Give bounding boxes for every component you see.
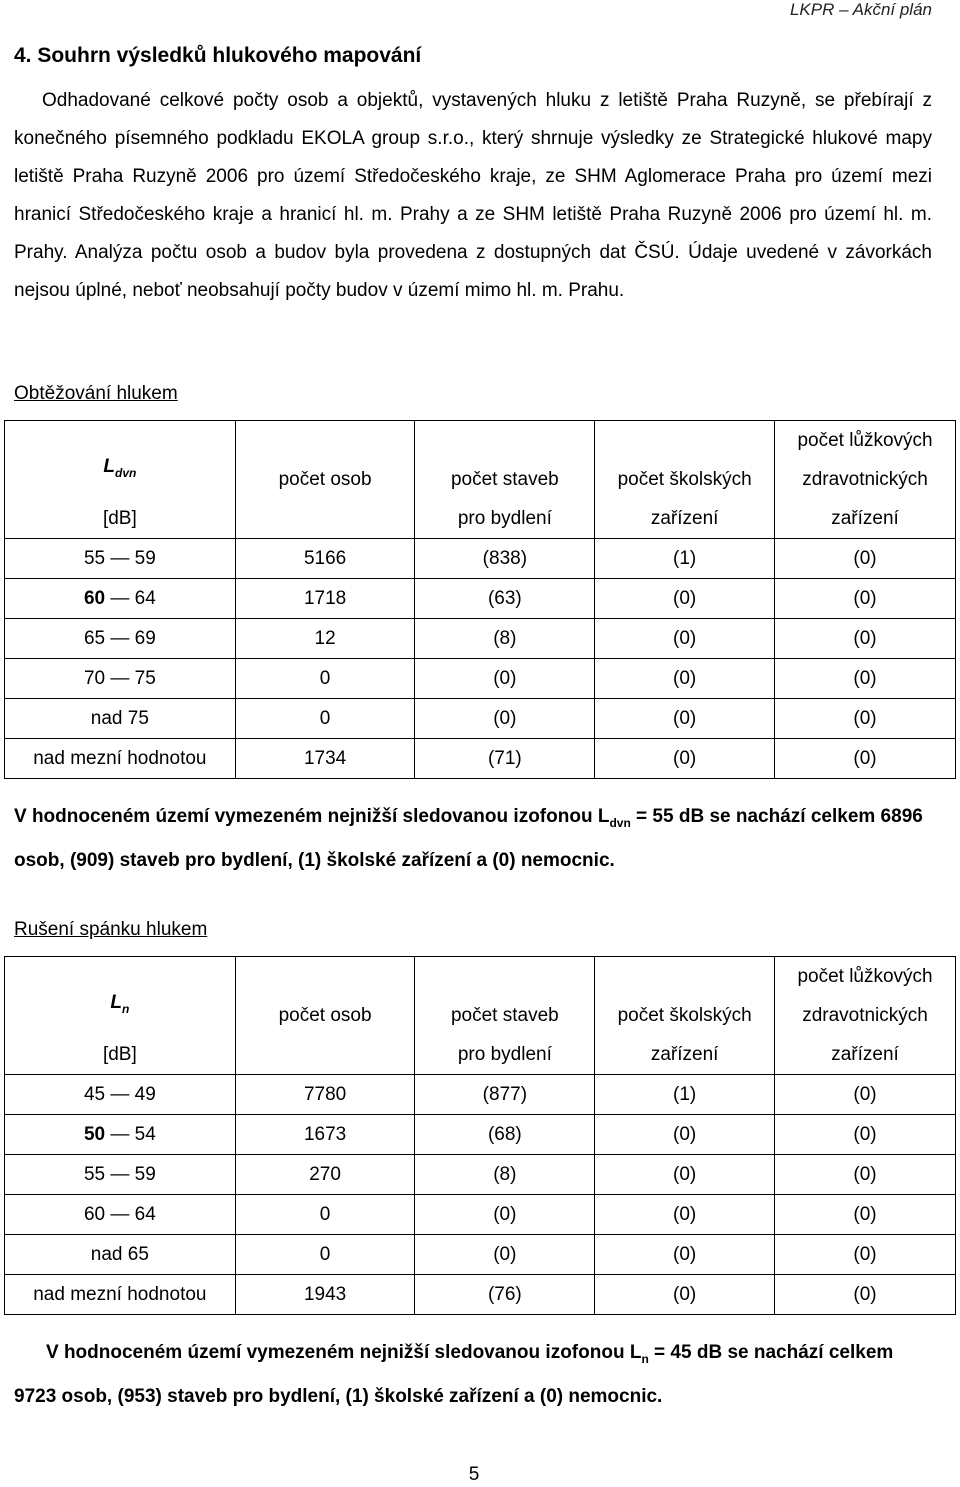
persons-cell: 1718 [235,579,415,619]
table-row [5,619,956,659]
buildings-cell: (0) [415,659,595,699]
schools-cell: (0) [595,579,775,619]
variable-subscript: n [121,1001,130,1016]
buildings-cell: (76) [415,1275,595,1315]
table-row [5,1115,956,1155]
schools-cell: (0) [595,1155,775,1195]
buildings-cell: (0) [415,1195,595,1235]
buildings-cell: (63) [415,579,595,619]
header-cell [235,421,415,461]
persons-cell: 7780 [235,1075,415,1115]
table1-summary: V hodnoceném území vymezeném nejnižší sledovanou izofonou $L_{dvn} = 55$ dB se nachází celkem 6896 osob, (909) staveb pro bydlení, (1) školské zařízení a (0) nemocnic. [14,806,923,871]
header-cell [415,957,595,997]
header-cell [235,1035,415,1075]
persons-cell: 1943 [235,1275,415,1315]
persons-cell: 0 [235,1195,415,1235]
schools-cell: (0) [595,1195,775,1235]
persons-cell: 270 [235,1155,415,1195]
header-cell: zařízení [775,1035,956,1075]
persons-cell: 5166 [235,539,415,579]
variable-subscript: dvn [114,465,137,480]
schools-cell: (0) [595,659,775,699]
buildings-cell: (8) [415,1155,595,1195]
range-cell: 60 — 64 [5,579,236,619]
hospitals-cell: (0) [775,539,956,579]
buildings-cell: (68) [415,1115,595,1155]
header-cell: zařízení [595,1035,775,1075]
header-cell-unit: [dB] [5,499,236,539]
header-cell: zařízení [595,499,775,539]
buildings-cell: (0) [415,699,595,739]
header-cell: počet lůžkových [775,421,956,461]
hospitals-cell: (0) [775,1195,956,1235]
persons-cell: 1734 [235,739,415,779]
table2-heading: Rušení spánku hlukem [14,919,208,940]
buildings-cell: (71) [415,739,595,779]
table-row [5,539,956,579]
table-row [5,1155,956,1195]
header-cell: počet osob [235,996,415,1035]
table-row [5,699,956,739]
header-cell-unit: [dB] [5,1035,236,1075]
buildings-cell: (0) [415,1235,595,1275]
variable-symbol: L [110,991,122,1013]
schools-cell: (0) [595,739,775,779]
schools-cell: (0) [595,1235,775,1275]
table-row [5,1075,956,1115]
header-cell: počet školských [595,996,775,1035]
schools-cell: (0) [595,1115,775,1155]
variable-symbol: L [103,455,115,477]
schools-cell: (1) [595,539,775,579]
hospitals-cell: (0) [775,1235,956,1275]
header-cell: počet staveb [415,460,595,499]
schools-cell: (1) [595,1075,775,1115]
hospitals-cell: (0) [775,579,956,619]
persons-cell: 0 [235,659,415,699]
sleep-disturbance-table [4,956,956,1315]
table-row [5,579,956,619]
range-cell: 70 — 75 [5,659,236,699]
range-cell: nad 65 [5,1235,236,1275]
hospitals-cell: (0) [775,1155,956,1195]
hospitals-cell: (0) [775,1075,956,1115]
hospitals-cell: (0) [775,739,956,779]
schools-cell: (0) [595,1275,775,1315]
table1-heading: Obtěžování hlukem [14,383,178,404]
header-cell: pro bydlení [415,499,595,539]
hospitals-cell: (0) [775,1275,956,1315]
persons-cell: 1673 [235,1115,415,1155]
buildings-cell: (838) [415,539,595,579]
persons-cell: 12 [235,619,415,659]
header-cell [5,957,236,997]
table-row [5,1195,956,1235]
header-cell: počet školských [595,460,775,499]
schools-cell: (0) [595,699,775,739]
document-header-label: LKPR – Akční plán [789,0,932,19]
range-cell: 60 — 64 [5,1195,236,1235]
range-cell: 45 — 49 [5,1075,236,1115]
header-cell: počet staveb [415,996,595,1035]
header-cell: zdravotnických [775,996,956,1035]
header-cell [5,421,236,461]
table-row [5,1275,956,1315]
table2-summary: V hodnoceném území vymezeném nejnižší sledovanou izofonou $L_n = 45$ dB se nachází celkem 9723 osob, (953) staveb pro bydlení, (1) školské zařízení a (0) nemocnic. [14,1342,894,1407]
range-cell: nad mezní hodnotou [5,1275,236,1315]
buildings-cell: (877) [415,1075,595,1115]
hospitals-cell: (0) [775,619,956,659]
range-cell: 55 — 59 [5,539,236,579]
table-row [5,739,956,779]
header-cell [235,499,415,539]
table-row [5,659,956,699]
intro-text: Odhadované celkové počty osob a objektů, vystavených hluku z letiště Praha Ruzyně, se přebírají z konečného písemného podkladu EKOLA group s.r.o., který shrnuje výsledky ze Strategické hlukové mapy letiště Praha Ruzyně 2006 pro území Středočeského kraje, ze SHM Aglomerace Praha pro území mezi hranicí Středočeského kraje a hranicí hl. m. Prahy a ze SHM letiště Praha Ruzyně 2006 pro území hl. m. Prahy. Analýza počtu osob a budov byla provedena z dostupných dat ČSÚ. Údaje uvedené v závorkách nejsou úplné, neboť neobsahují počty budov v území mimo hl. m. Prahu. [14,90,932,301]
range-cell: nad mezní hodnotou [5,739,236,779]
header-cell: pro bydlení [415,1035,595,1075]
persons-cell: 0 [235,1235,415,1275]
header-cell: zdravotnických [775,460,956,499]
noise-annoyance-table [4,420,956,779]
range-cell: nad 75 [5,699,236,739]
intro-paragraph [14,82,932,310]
section-title: 4. Souhrn výsledků hlukového mapování [14,44,422,67]
table-row [5,1235,956,1275]
header-cell-variable [5,991,236,1035]
schools-cell: (0) [595,619,775,659]
range-cell: 55 — 59 [5,1155,236,1195]
header-cell: zařízení [775,499,956,539]
header-cell [235,957,415,997]
header-cell: počet lůžkových [775,957,956,997]
hospitals-cell: (0) [775,1115,956,1155]
hospitals-cell: (0) [775,699,956,739]
header-cell: počet osob [235,460,415,499]
header-cell [595,421,775,461]
header-cell [415,421,595,461]
hospitals-cell: (0) [775,659,956,699]
persons-cell: 0 [235,699,415,739]
page-number: 5 [468,1464,480,1485]
range-cell: 65 — 69 [5,619,236,659]
header-cell [595,957,775,997]
buildings-cell: (8) [415,619,595,659]
range-cell: 50 — 54 [5,1115,236,1155]
header-cell-variable [5,455,236,499]
